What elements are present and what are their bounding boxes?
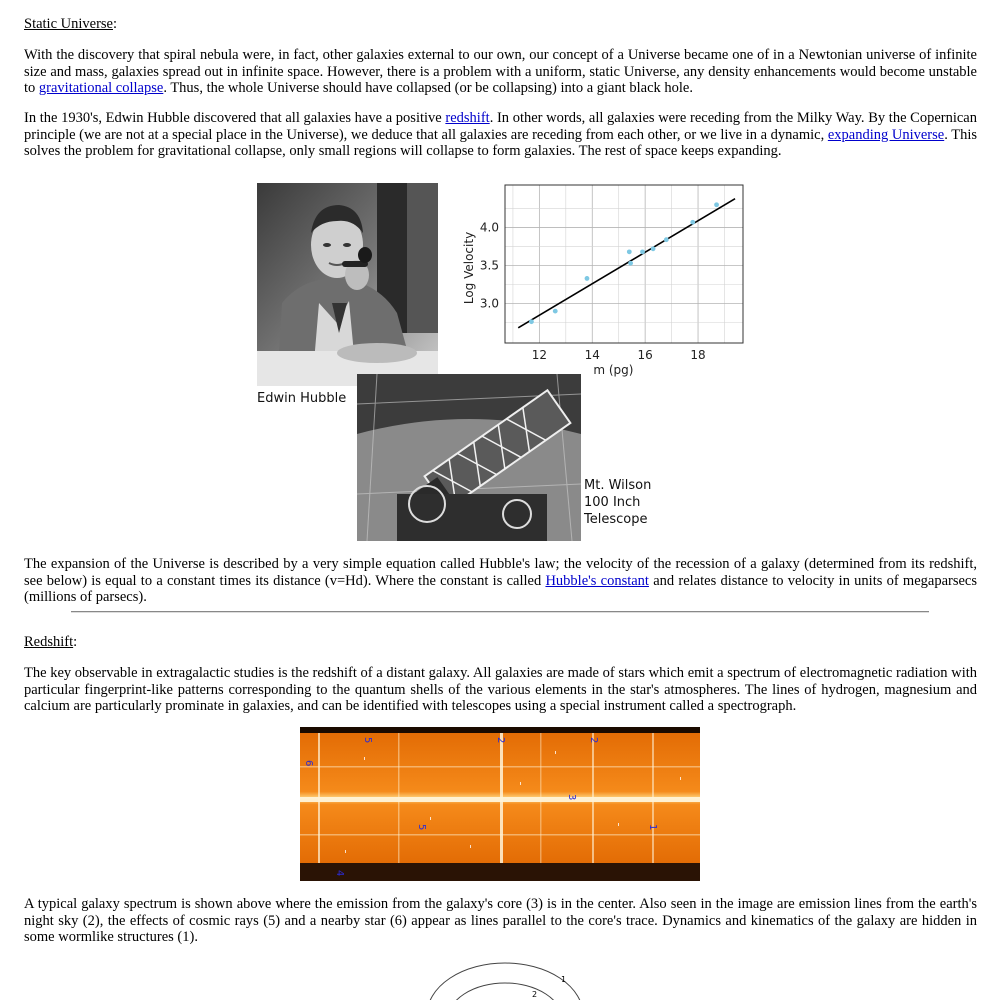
x-tick-label: 12 — [531, 348, 548, 362]
telescope-caption-line: 100 Inch — [584, 495, 641, 510]
galaxy-spectrum-paragraph: A typical galaxy spectrum is shown above where the emission from the galaxy's core (3) is in the center. Also seen in the image are emission lines from the earth's night sky (2), the effects of cosmic rays (5) and a nearby star (6) appear as lines parallel to the core's trace. Dynamics and kinematics of the galaxy are hidden in some wormlike structures (1). — [24, 896, 977, 945]
paragraph-text: . Thus, the whole Universe should have collapsed (or be collapsing) into a giant black hole. — [163, 80, 693, 96]
diagram-label-2: 2 — [532, 990, 538, 999]
redshift-heading-row — [24, 634, 77, 651]
hubble-photo-caption: Edwin Hubble — [257, 391, 347, 406]
data-point — [585, 276, 590, 281]
x-axis-label: m (pg) — [593, 363, 634, 377]
redshift-link[interactable]: redshift — [445, 110, 490, 126]
data-point — [628, 261, 633, 266]
paragraph-text: . In other words, all galaxies were receding from the Milky Way. By the Copernican principle (we are not at a special place in the Universe), we deduce that all galaxies are receding from each other, or we live in a dynamic, — [24, 110, 977, 143]
data-point — [690, 220, 695, 225]
y-tick-label: 4.0 — [479, 220, 499, 235]
hubbles-constant-link[interactable]: Hubble's constant — [545, 572, 649, 589]
hubble-law-chart — [457, 183, 745, 378]
y-axis-label: Log Velocity — [462, 231, 476, 305]
spectrum-label-2: 2 — [495, 737, 506, 744]
gravitational-collapse-link[interactable]: gravitational collapse — [38, 80, 164, 96]
x-tick-label: 18 — [690, 348, 706, 362]
static-universe-paragraph-2 — [24, 110, 977, 160]
spectrum-label-3: 3 — [566, 794, 577, 801]
heading-colon: : — [113, 16, 118, 32]
static-universe-heading: Static Universe — [24, 16, 113, 32]
redshift-heading: Redshift — [24, 634, 74, 650]
paragraph-text: . This solves the problem for gravitational collapse, only small regions will collapse to form galaxies. The rest of space keeps expanding. — [24, 126, 977, 159]
telescope-caption — [584, 477, 651, 528]
hubble-figure — [257, 183, 745, 541]
spectrum-label-2: 2 — [588, 737, 599, 744]
x-tick-label: 14 — [584, 348, 600, 362]
paragraph-text: and relates distance to velocity in units of megaparsecs (millions of parsecs). — [24, 572, 978, 605]
galaxy-spectrum-image — [300, 727, 700, 881]
fit-line — [518, 199, 735, 328]
paragraph-text: In the 1930's, Edwin Hubble discovered that all galaxies have a positive — [24, 110, 446, 126]
paragraph-text: The expansion of the Universe is described by a very simple equation called Hubble's law; the velocity of the recession of a galaxy (determined from its redshift, see below) is equal to a constant times its distance (v=Hd). Where the constant is called — [24, 556, 977, 589]
mt-wilson-telescope-photo — [357, 374, 581, 541]
spectrum-label-5: 5 — [362, 737, 373, 744]
hubble-law-paragraph — [24, 556, 977, 606]
static-universe-heading-row — [24, 16, 117, 33]
y-tick-label: 3.0 — [479, 296, 499, 311]
edwin-hubble-photo — [257, 183, 438, 386]
galaxy-structure-diagram — [420, 955, 590, 1000]
section-divider — [71, 611, 929, 613]
spectrum-label-5: 5 — [416, 824, 427, 831]
data-point — [627, 249, 632, 254]
spectrum-label-1: 1 — [647, 824, 658, 831]
data-point — [664, 237, 669, 242]
spectrum-label-6: 6 — [303, 760, 314, 767]
data-point — [714, 202, 719, 207]
data-point — [640, 249, 645, 254]
data-point — [553, 309, 558, 314]
telescope-caption-line: Mt. Wilson — [584, 478, 652, 493]
data-point — [529, 319, 534, 324]
y-tick-label: 3.5 — [479, 258, 499, 273]
static-universe-paragraph-1 — [24, 47, 977, 97]
heading-colon: : — [73, 634, 78, 650]
data-point — [651, 246, 656, 251]
spectrum-label-4: 4 — [334, 870, 345, 877]
x-tick-label: 16 — [637, 348, 653, 362]
diagram-label-1: 1 — [561, 975, 567, 984]
expanding-universe-link[interactable]: expanding Universe — [827, 126, 945, 143]
paragraph-text: With the discovery that spiral nebula were, in fact, other galaxies external to our own, our concept of a Universe became one of in a Newtonian universe of infinite size and mass, galaxies spread out in infinite space. However, there is a problem with a uniform, static Universe, any density enhancements would become unstable to — [24, 47, 977, 96]
redshift-paragraph-1: The key observable in extragalactic studies is the redshift of a distant galaxy. All galaxies are made of stars which emit a spectrum of electromagnetic radiation with particular fingerprint-like patterns corresponding to the quantum shells of the various elements in the star's atmospheres. The lines of hydrogen, magnesium and calcium are particularly prominate in galaxies, and can be identified with telescopes using a special instrument called a spectrograph. — [24, 665, 977, 714]
telescope-caption-line: Telescope — [584, 512, 648, 527]
